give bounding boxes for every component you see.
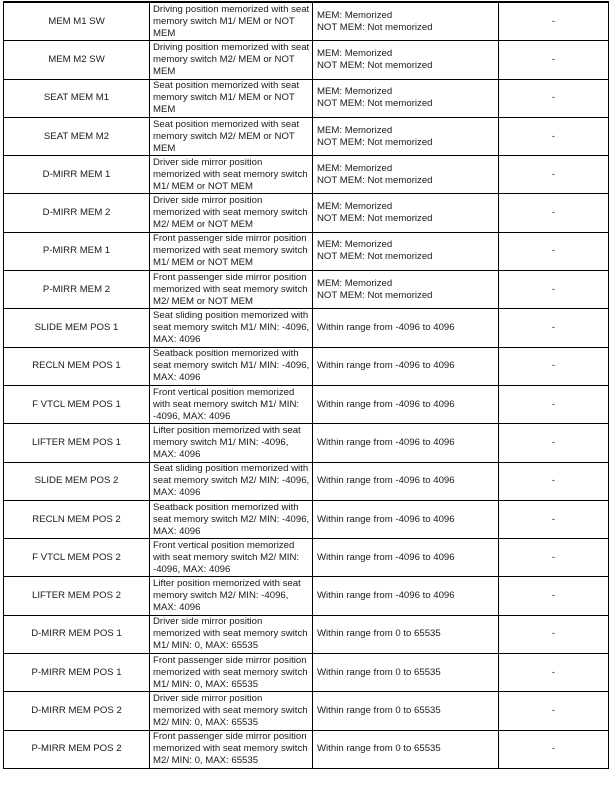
table-row: [4, 271, 609, 309]
condition-cell: [313, 271, 499, 309]
table-row: [4, 692, 609, 730]
condition-cell: [313, 385, 499, 423]
condition-line: Within range from -4096 to 4096: [317, 513, 455, 525]
monitor-item-cell: SEAT MEM M2: [4, 117, 150, 155]
monitor-item-cell: MEM M2 SW: [4, 41, 150, 79]
value-cell: -: [499, 500, 609, 538]
content-cell: Driver side mirror position memorized with seat memory switch M2/ MEM or NOT MEM: [150, 194, 313, 232]
value-cell: -: [499, 654, 609, 692]
condition-line: Within range from 0 to 65535: [317, 628, 441, 640]
condition-cell: [313, 500, 499, 538]
condition-line: Within range from -4096 to 4096: [317, 322, 455, 334]
condition-line: Within range from -4096 to 4096: [317, 590, 455, 602]
value-cell: -: [499, 577, 609, 615]
table-row: [4, 41, 609, 79]
value-cell: -: [499, 462, 609, 500]
condition-cell: [313, 615, 499, 653]
content-cell: Lifter position memorized with seat memory switch M1/ MIN: -4096, MAX: 4096: [150, 424, 313, 462]
value-cell: -: [499, 692, 609, 730]
content-cell: Driver side mirror position memorized with seat memory switch M1/ MEM or NOT MEM: [150, 156, 313, 194]
condition-line: MEM: Memorized: [317, 86, 393, 98]
monitor-item-cell: D-MIRR MEM POS 2: [4, 692, 150, 730]
monitor-item-cell: D-MIRR MEM 1: [4, 156, 150, 194]
condition-line: Within range from 0 to 65535: [317, 743, 441, 755]
condition-cell: [313, 577, 499, 615]
monitor-item-cell: F VTCL MEM POS 1: [4, 385, 150, 423]
monitor-item-cell: P-MIRR MEM 2: [4, 271, 150, 309]
content-cell: Seatback position memorized with seat memory switch M2/ MIN: -4096, MAX: 4096: [150, 500, 313, 538]
condition-cell: [313, 41, 499, 79]
content-cell: Front vertical position memorized with seat memory switch M2/ MIN: -4096, MAX: 4096: [150, 539, 313, 577]
value-cell: -: [499, 347, 609, 385]
table-row: [4, 654, 609, 692]
table-row: [4, 194, 609, 232]
condition-cell: [313, 347, 499, 385]
content-cell: Lifter position memorized with seat memory switch M2/ MIN: -4096, MAX: 4096: [150, 577, 313, 615]
content-cell: Driver side mirror position memorized with seat memory switch M1/ MIN: 0, MAX: 65535: [150, 615, 313, 653]
monitor-item-cell: RECLN MEM POS 1: [4, 347, 150, 385]
value-cell: -: [499, 271, 609, 309]
condition-line: NOT MEM: Not memorized: [317, 213, 433, 225]
condition-line: NOT MEM: Not memorized: [317, 251, 433, 263]
condition-cell: [313, 462, 499, 500]
condition-cell: [313, 79, 499, 117]
value-cell: -: [499, 156, 609, 194]
condition-line: MEM: Memorized: [317, 239, 393, 251]
condition-line: Within range from 0 to 65535: [317, 666, 441, 678]
condition-cell: [313, 194, 499, 232]
table-row: [4, 577, 609, 615]
condition-cell: [313, 730, 499, 768]
content-cell: Driving position memorized with seat memory switch M2/ MEM or NOT MEM: [150, 41, 313, 79]
condition-line: MEM: Memorized: [317, 201, 393, 213]
condition-line: MEM: Memorized: [317, 124, 393, 136]
table-row: [4, 539, 609, 577]
table-row: [4, 615, 609, 653]
condition-line: MEM: Memorized: [317, 9, 393, 21]
condition-cell: [313, 117, 499, 155]
table-row: [4, 500, 609, 538]
table-row: [4, 2, 609, 41]
value-cell: -: [499, 117, 609, 155]
content-cell: Front vertical position memorized with seat memory switch M1/ MIN: -4096, MAX: 4096: [150, 385, 313, 423]
data-monitor-table: [3, 1, 609, 769]
condition-line: NOT MEM: Not memorized: [317, 21, 433, 33]
condition-cell: [313, 309, 499, 347]
condition-cell: [313, 539, 499, 577]
content-cell: Front passenger side mirror position memorized with seat memory switch M1/ MIN: 0, MAX: 65535: [150, 654, 313, 692]
monitor-item-cell: LIFTER MEM POS 1: [4, 424, 150, 462]
monitor-item-cell: SLIDE MEM POS 2: [4, 462, 150, 500]
condition-line: Within range from -4096 to 4096: [317, 360, 455, 372]
monitor-item-cell: P-MIRR MEM 1: [4, 232, 150, 270]
table-row: [4, 424, 609, 462]
value-cell: -: [499, 615, 609, 653]
condition-cell: [313, 156, 499, 194]
value-cell: -: [499, 194, 609, 232]
condition-line: MEM: Memorized: [317, 277, 393, 289]
table-row: [4, 156, 609, 194]
condition-line: Within range from -4096 to 4096: [317, 551, 455, 563]
condition-cell: [313, 654, 499, 692]
value-cell: -: [499, 385, 609, 423]
content-cell: Front passenger side mirror position memorized with seat memory switch M2/ MEM or NOT MEM: [150, 271, 313, 309]
monitor-item-cell: D-MIRR MEM 2: [4, 194, 150, 232]
table-body: [4, 2, 609, 768]
content-cell: Front passenger side mirror position memorized with seat memory switch M2/ MIN: 0, MAX: 65535: [150, 730, 313, 768]
value-cell: -: [499, 2, 609, 41]
table-row: [4, 232, 609, 270]
content-cell: Seatback position memorized with seat memory switch M1/ MIN: -4096, MAX: 4096: [150, 347, 313, 385]
content-cell: Driving position memorized with seat memory switch M1/ MEM or NOT MEM: [150, 2, 313, 41]
condition-line: NOT MEM: Not memorized: [317, 174, 433, 186]
condition-cell: [313, 232, 499, 270]
table-row: [4, 385, 609, 423]
monitor-item-cell: P-MIRR MEM POS 1: [4, 654, 150, 692]
monitor-item-cell: D-MIRR MEM POS 1: [4, 615, 150, 653]
table-row: [4, 309, 609, 347]
table-row: [4, 730, 609, 768]
table-row: [4, 347, 609, 385]
condition-line: NOT MEM: Not memorized: [317, 98, 433, 110]
condition-line: NOT MEM: Not memorized: [317, 136, 433, 148]
monitor-item-cell: MEM M1 SW: [4, 2, 150, 41]
monitor-item-cell: SLIDE MEM POS 1: [4, 309, 150, 347]
table-row: [4, 79, 609, 117]
condition-line: Within range from 0 to 65535: [317, 704, 441, 716]
value-cell: -: [499, 424, 609, 462]
monitor-item-cell: P-MIRR MEM POS 2: [4, 730, 150, 768]
condition-line: Within range from -4096 to 4096: [317, 398, 455, 410]
content-cell: Seat position memorized with seat memory switch M2/ MEM or NOT MEM: [150, 117, 313, 155]
condition-cell: [313, 692, 499, 730]
condition-line: Within range from -4096 to 4096: [317, 475, 455, 487]
value-cell: -: [499, 309, 609, 347]
content-cell: Seat sliding position memorized with seat memory switch M1/ MIN: -4096, MAX: 4096: [150, 309, 313, 347]
value-cell: -: [499, 539, 609, 577]
condition-cell: [313, 424, 499, 462]
monitor-item-cell: SEAT MEM M1: [4, 79, 150, 117]
monitor-item-cell: F VTCL MEM POS 2: [4, 539, 150, 577]
value-cell: -: [499, 730, 609, 768]
content-cell: Front passenger side mirror position memorized with seat memory switch M1/ MEM or NOT MEM: [150, 232, 313, 270]
monitor-item-cell: LIFTER MEM POS 2: [4, 577, 150, 615]
content-cell: Driver side mirror position memorized with seat memory switch M2/ MIN: 0, MAX: 65535: [150, 692, 313, 730]
value-cell: -: [499, 41, 609, 79]
condition-line: MEM: Memorized: [317, 47, 393, 59]
condition-line: NOT MEM: Not memorized: [317, 289, 433, 301]
monitor-item-cell: RECLN MEM POS 2: [4, 500, 150, 538]
value-cell: -: [499, 79, 609, 117]
condition-cell: [313, 2, 499, 41]
condition-line: Within range from -4096 to 4096: [317, 436, 455, 448]
content-cell: Seat sliding position memorized with seat memory switch M2/ MIN: -4096, MAX: 4096: [150, 462, 313, 500]
condition-line: MEM: Memorized: [317, 162, 393, 174]
condition-line: NOT MEM: Not memorized: [317, 59, 433, 71]
value-cell: -: [499, 232, 609, 270]
table-row: [4, 462, 609, 500]
content-cell: Seat position memorized with seat memory switch M1/ MEM or NOT MEM: [150, 79, 313, 117]
table-row: [4, 117, 609, 155]
